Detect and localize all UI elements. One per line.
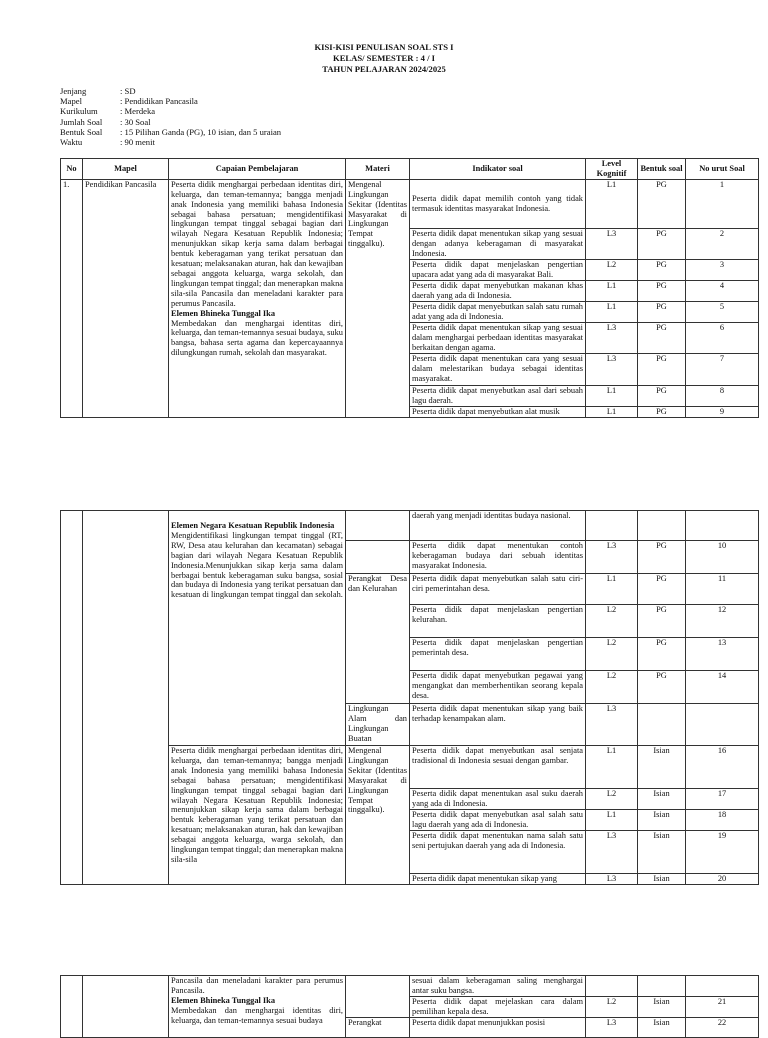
cell-capaian xyxy=(169,511,346,746)
cell-no xyxy=(61,976,83,1038)
title-line-2: KELAS/ SEMESTER : 4 / I xyxy=(333,53,435,63)
cell-bentuk: Isian xyxy=(638,831,686,874)
cell-no-urut: 19 xyxy=(686,831,759,874)
cell-level: L3 xyxy=(586,353,638,385)
cell-level: L3 xyxy=(586,322,638,353)
cell-capaian xyxy=(169,179,346,417)
cell-bentuk: PG xyxy=(638,574,686,605)
meta-row xyxy=(60,96,281,106)
cell-indikator: Peserta didik dapat menentukan sikap yang sesuai dalam menghargai perbedaan identitas masyarakat berkaitan dengan agama. xyxy=(410,322,586,353)
header-level: Level Kognitif xyxy=(586,159,638,180)
cell-mapel: Pendidikan Pancasila xyxy=(83,179,169,417)
capaian-element-text: Mengidentifikasi lingkungan tempat tinggal (RT, RW, Desa atau kelurahan dan kecamatan) sebagai bagian dari wilayah Negara Kesatuan Republik Indonesia.Menunjukkan sikap kerja sama dalam berbagai bentuk keberagaman suku bangsa, sosial dan budaya di Indonesia yang terikat persatuan dan kesatuan di lingkungan tempat tinggal dan sekolah. xyxy=(171,530,343,600)
cell-no-urut xyxy=(686,511,759,541)
cell-capaian xyxy=(169,976,346,1038)
meta-label: Waktu xyxy=(60,136,83,147)
cell-indikator: Peserta didik dapat menentukan asal suku daerah yang ada di Indonesia. xyxy=(410,789,586,810)
capaian-text: Peserta didik menghargai perbedaan identitas diri, keluarga, dan teman-temannya; bangga menjadi anak Indonesia yang memiliki bahasa Indonesia sebagai bahasa persatuan; mengidentifikasi lingkungan tempat tinggal sebagai bagian dari wilayah Negara Kesatuan Republik Indonesia; menunjukkan sikap kerja sama dalam berbagai bentuk keberagaman yang terikat persatuan dan kesatuan; melaksanakan aturan, hak dan kewajiban sebagai anggota keluarga, warga sekolah, dan lingkungan tempat tinggal; dan menerapkan makna sila-sila Pancasila dan meneladani karakter para perumus Pancasila. xyxy=(171,179,343,308)
cell-no-urut: 17 xyxy=(686,789,759,810)
cell-mapel xyxy=(83,511,169,885)
capaian-element-text: Membedakan dan menghargai identitas diri, keluarga, dan teman-temannya sesuai budaya xyxy=(171,1005,343,1025)
cell-indikator: Peserta didik dapat menentukan sikap yang xyxy=(410,874,586,885)
cell-indikator: Peserta didik dapat menyebutkan pegawai yang mengangkat dan memberhentikan seorang kepala desa. xyxy=(410,671,586,704)
cell-indikator: Peserta didik dapat menyebutkan asal senjata tradisional di Indonesia sesuai dengan gambar. xyxy=(410,746,586,789)
table-row xyxy=(61,511,759,541)
cell-no-urut: 10 xyxy=(686,541,759,574)
cell-bentuk: Isian xyxy=(638,746,686,789)
meta-value: : Merdeka xyxy=(120,106,156,117)
cell-no-urut: 9 xyxy=(686,406,759,417)
cell-level: L1 xyxy=(586,280,638,301)
header-mapel: Mapel xyxy=(83,159,169,180)
cell-bentuk: PG xyxy=(638,541,686,574)
cell-no-urut: 4 xyxy=(686,280,759,301)
meta-label: Kurikulum xyxy=(60,106,98,117)
meta-value: : 30 Soal xyxy=(120,116,151,127)
cell-indikator: Peserta didik dapat menunjukkan posisi xyxy=(410,1018,586,1038)
cell-level: L2 xyxy=(586,671,638,704)
meta-row xyxy=(60,127,281,137)
cell-level: L1 xyxy=(586,179,638,228)
cell-bentuk xyxy=(638,511,686,541)
meta-row xyxy=(60,106,281,116)
cell-bentuk: PG xyxy=(638,179,686,228)
cell-mapel xyxy=(83,976,169,1038)
kisi-kisi-table-page-2 xyxy=(60,510,759,885)
cell-no-urut: 21 xyxy=(686,997,759,1018)
cell-no-urut: 12 xyxy=(686,605,759,638)
cell-bentuk: PG xyxy=(638,638,686,671)
cell-level: L3 xyxy=(586,228,638,259)
cell-bentuk: PG xyxy=(638,259,686,280)
header-materi: Materi xyxy=(346,159,410,180)
header-indikator: Indikator soal xyxy=(410,159,586,180)
cell-level: L2 xyxy=(586,605,638,638)
cell-indikator: Peserta didik dapat menentukan contoh keberagaman budaya dari sebuah identitas masyarakat Indonesia. xyxy=(410,541,586,574)
cell-no-urut: 18 xyxy=(686,810,759,831)
cell-bentuk: PG xyxy=(638,671,686,704)
cell-bentuk: Isian xyxy=(638,874,686,885)
document-title xyxy=(0,42,768,75)
cell-materi: Perangkat xyxy=(346,1018,410,1038)
header-no-urut: No urut Soal xyxy=(686,159,759,180)
cell-no-urut: 16 xyxy=(686,746,759,789)
capaian-element-text: Membedakan dan menghargai identitas diri, keluarga, dan teman-temannya sesuai budaya, suku bangsa, bahasa serta agama dan kepercayaannya dilungkungan rumah, sekolah dan masyarakat. xyxy=(171,318,343,358)
kisi-kisi-table-page-3 xyxy=(60,975,759,1038)
cell-no-urut xyxy=(686,704,759,746)
cell-bentuk: PG xyxy=(638,301,686,322)
meta-label: Mapel xyxy=(60,96,82,107)
cell-indikator: Peserta didik dapat memilih contoh yang tidak termasuk identitas masyarakat Indonesia. xyxy=(410,179,586,228)
kisi-kisi-table-page-1 xyxy=(60,158,759,418)
capaian-text: Pancasila dan meneladani karakter para perumus Pancasila. xyxy=(171,976,343,995)
cell-materi xyxy=(346,511,410,541)
cell-indikator: Peserta didik dapat menjelaskan pengertian kelurahan. xyxy=(410,605,586,638)
cell-level: L3 xyxy=(586,1018,638,1038)
cell-level: L2 xyxy=(586,997,638,1018)
meta-value: : 90 menit xyxy=(120,136,155,147)
cell-bentuk: Isian xyxy=(638,789,686,810)
meta-row xyxy=(60,137,281,147)
cell-bentuk: PG xyxy=(638,353,686,385)
cell-level: L1 xyxy=(586,385,638,406)
cell-level: L1 xyxy=(586,406,638,417)
cell-bentuk: PG xyxy=(638,322,686,353)
cell-level: L2 xyxy=(586,638,638,671)
meta-label: Jenjang xyxy=(60,86,87,96)
header-bentuk: Bentuk soal xyxy=(638,159,686,180)
meta-label: Jumlah Soal xyxy=(60,116,103,127)
meta-row xyxy=(60,86,281,96)
cell-level xyxy=(586,511,638,541)
cell-indikator: Peserta didik dapat menentukan sikap yang sesuai dengan adanya keberagaman di masyarakat Indonesia. xyxy=(410,228,586,259)
cell-bentuk: Isian xyxy=(638,1018,686,1038)
cell-indikator: Peserta didik dapat menyebutkan alat musik xyxy=(410,406,586,417)
cell-bentuk xyxy=(638,976,686,997)
cell-level: L1 xyxy=(586,810,638,831)
cell-capaian: Peserta didik menghargai perbedaan identitas diri, keluarga, dan teman-temannya; bangga menjadi anak Indonesia yang memiliki bahasa Indonesia sebagai bahasa persatuan; mengidentifikasi lingkungan tempat tinggal sebagai bagian dari wilayah Negara Kesatuan Republik Indonesia; menunjukkan sikap kerja sama dalam berbagai bentuk keberagaman yang terikat persatuan dan kesatuan; melaksanakan aturan, hak dan kewajiban sebagai anggota keluarga, warga sekolah, dan lingkungan tempat tinggal; dan menerapkan makna sila-sila xyxy=(169,746,346,885)
cell-no-urut: 20 xyxy=(686,874,759,885)
table-row xyxy=(61,179,759,228)
cell-materi: Mengenal Lingkungan Sekitar (Identitas Masyarakat di Lingkungan Tempat tinggalku). xyxy=(346,179,410,417)
cell-bentuk: PG xyxy=(638,385,686,406)
cell-level: L3 xyxy=(586,704,638,746)
cell-materi: Lingkungan Alam dan Lingkungan Buatan xyxy=(346,704,410,746)
cell-indikator: Peserta didik dapat mejelaskan cara dalam pemilihan kepala desa. xyxy=(410,997,586,1018)
document-meta xyxy=(60,86,281,147)
cell-bentuk: Isian xyxy=(638,997,686,1018)
cell-no-urut: 3 xyxy=(686,259,759,280)
cell-no-urut xyxy=(686,976,759,997)
capaian-element-title: Elemen Bhineka Tunggal Ika xyxy=(171,995,276,1005)
cell-no-urut: 2 xyxy=(686,228,759,259)
cell-indikator: Peserta didik dapat menyebutkan makanan khas daerah yang ada di Indonesia. xyxy=(410,280,586,301)
cell-no-urut: 8 xyxy=(686,385,759,406)
cell-level: L3 xyxy=(586,874,638,885)
cell-bentuk: Isian xyxy=(638,810,686,831)
cell-no: 1. xyxy=(61,179,83,417)
title-line-3: TAHUN PELAJARAN 2024/2025 xyxy=(322,64,446,74)
cell-no-urut: 14 xyxy=(686,671,759,704)
cell-no-urut: 5 xyxy=(686,301,759,322)
cell-indikator: Peserta didik dapat menjelaskan pengertian pemerintah desa. xyxy=(410,638,586,671)
header-capaian: Capaian Pembelajaran xyxy=(169,159,346,180)
meta-row xyxy=(60,117,281,127)
meta-label: Bentuk Soal xyxy=(60,126,103,137)
cell-materi xyxy=(346,541,410,574)
cell-materi: Mengenal Lingkungan Sekitar (Identitas Masyarakat di Lingkungan Tempat tinggalku). xyxy=(346,746,410,885)
cell-indikator: Peserta didik dapat menjelaskan pengertian upacara adat yang ada di masyarakat Bali. xyxy=(410,259,586,280)
cell-level xyxy=(586,976,638,997)
cell-no xyxy=(61,511,83,885)
cell-no-urut: 22 xyxy=(686,1018,759,1038)
cell-indikator: Peserta didik dapat menyebutkan salah satu rumah adat yang ada di Indonesia. xyxy=(410,301,586,322)
cell-indikator: daerah yang menjadi identitas budaya nasional. xyxy=(410,511,586,541)
cell-no-urut: 1 xyxy=(686,179,759,228)
cell-level: L1 xyxy=(586,746,638,789)
title-line-1: KISI-KISI PENULISAN SOAL STS I xyxy=(314,42,454,52)
cell-bentuk xyxy=(638,704,686,746)
cell-level: L3 xyxy=(586,831,638,874)
cell-level: L1 xyxy=(586,574,638,605)
cell-bentuk: PG xyxy=(638,228,686,259)
meta-value: : Pendidikan Pancasila xyxy=(120,96,198,107)
cell-level: L1 xyxy=(586,301,638,322)
cell-no-urut: 13 xyxy=(686,638,759,671)
header-no: No xyxy=(61,159,83,180)
cell-materi xyxy=(346,976,410,1018)
cell-indikator: Peserta didik dapat menentukan cara yang sesuai dalam melestarikan budaya sebagai identitas masyarakat. xyxy=(410,353,586,385)
cell-indikator: Peserta didik dapat menyebutkan asal salah satu lagu daerah yang ada di Indonesia. xyxy=(410,810,586,831)
meta-value: : 15 Pilihan Ganda (PG), 10 isian, dan 5 uraian xyxy=(120,126,282,137)
cell-level: L3 xyxy=(586,541,638,574)
cell-no-urut: 6 xyxy=(686,322,759,353)
cell-indikator: Peserta didik dapat menentukan sikap yang baik terhadap kenampakan alam. xyxy=(410,704,586,746)
table-row xyxy=(61,976,759,997)
cell-indikator: Peserta didik dapat menentukan nama salah satu seni pertujukan daerah yang ada di Indonesia. xyxy=(410,831,586,874)
cell-indikator: Peserta didik dapat menyebutkan asal dari sebuah lagu daerah. xyxy=(410,385,586,406)
cell-materi: Perangkat Desa dan Kelurahan xyxy=(346,574,410,704)
cell-level: L2 xyxy=(586,789,638,810)
cell-level: L2 xyxy=(586,259,638,280)
cell-indikator: Peserta didik dapat menyebutkan salah satu ciri-ciri pemerintahan desa. xyxy=(410,574,586,605)
cell-bentuk: PG xyxy=(638,605,686,638)
table-header-row xyxy=(61,159,759,180)
cell-bentuk: PG xyxy=(638,280,686,301)
meta-value: : SD xyxy=(120,86,136,96)
cell-bentuk: PG xyxy=(638,406,686,417)
cell-no-urut: 11 xyxy=(686,574,759,605)
cell-no-urut: 7 xyxy=(686,353,759,385)
cell-indikator: sesuai dalam keberagaman saling menghargai antar suku bangsa. xyxy=(410,976,586,997)
capaian-element-title: Elemen Negara Kesatuan Republik Indonesia xyxy=(171,521,335,530)
capaian-element-title: Elemen Bhineka Tunggal Ika xyxy=(171,308,276,318)
